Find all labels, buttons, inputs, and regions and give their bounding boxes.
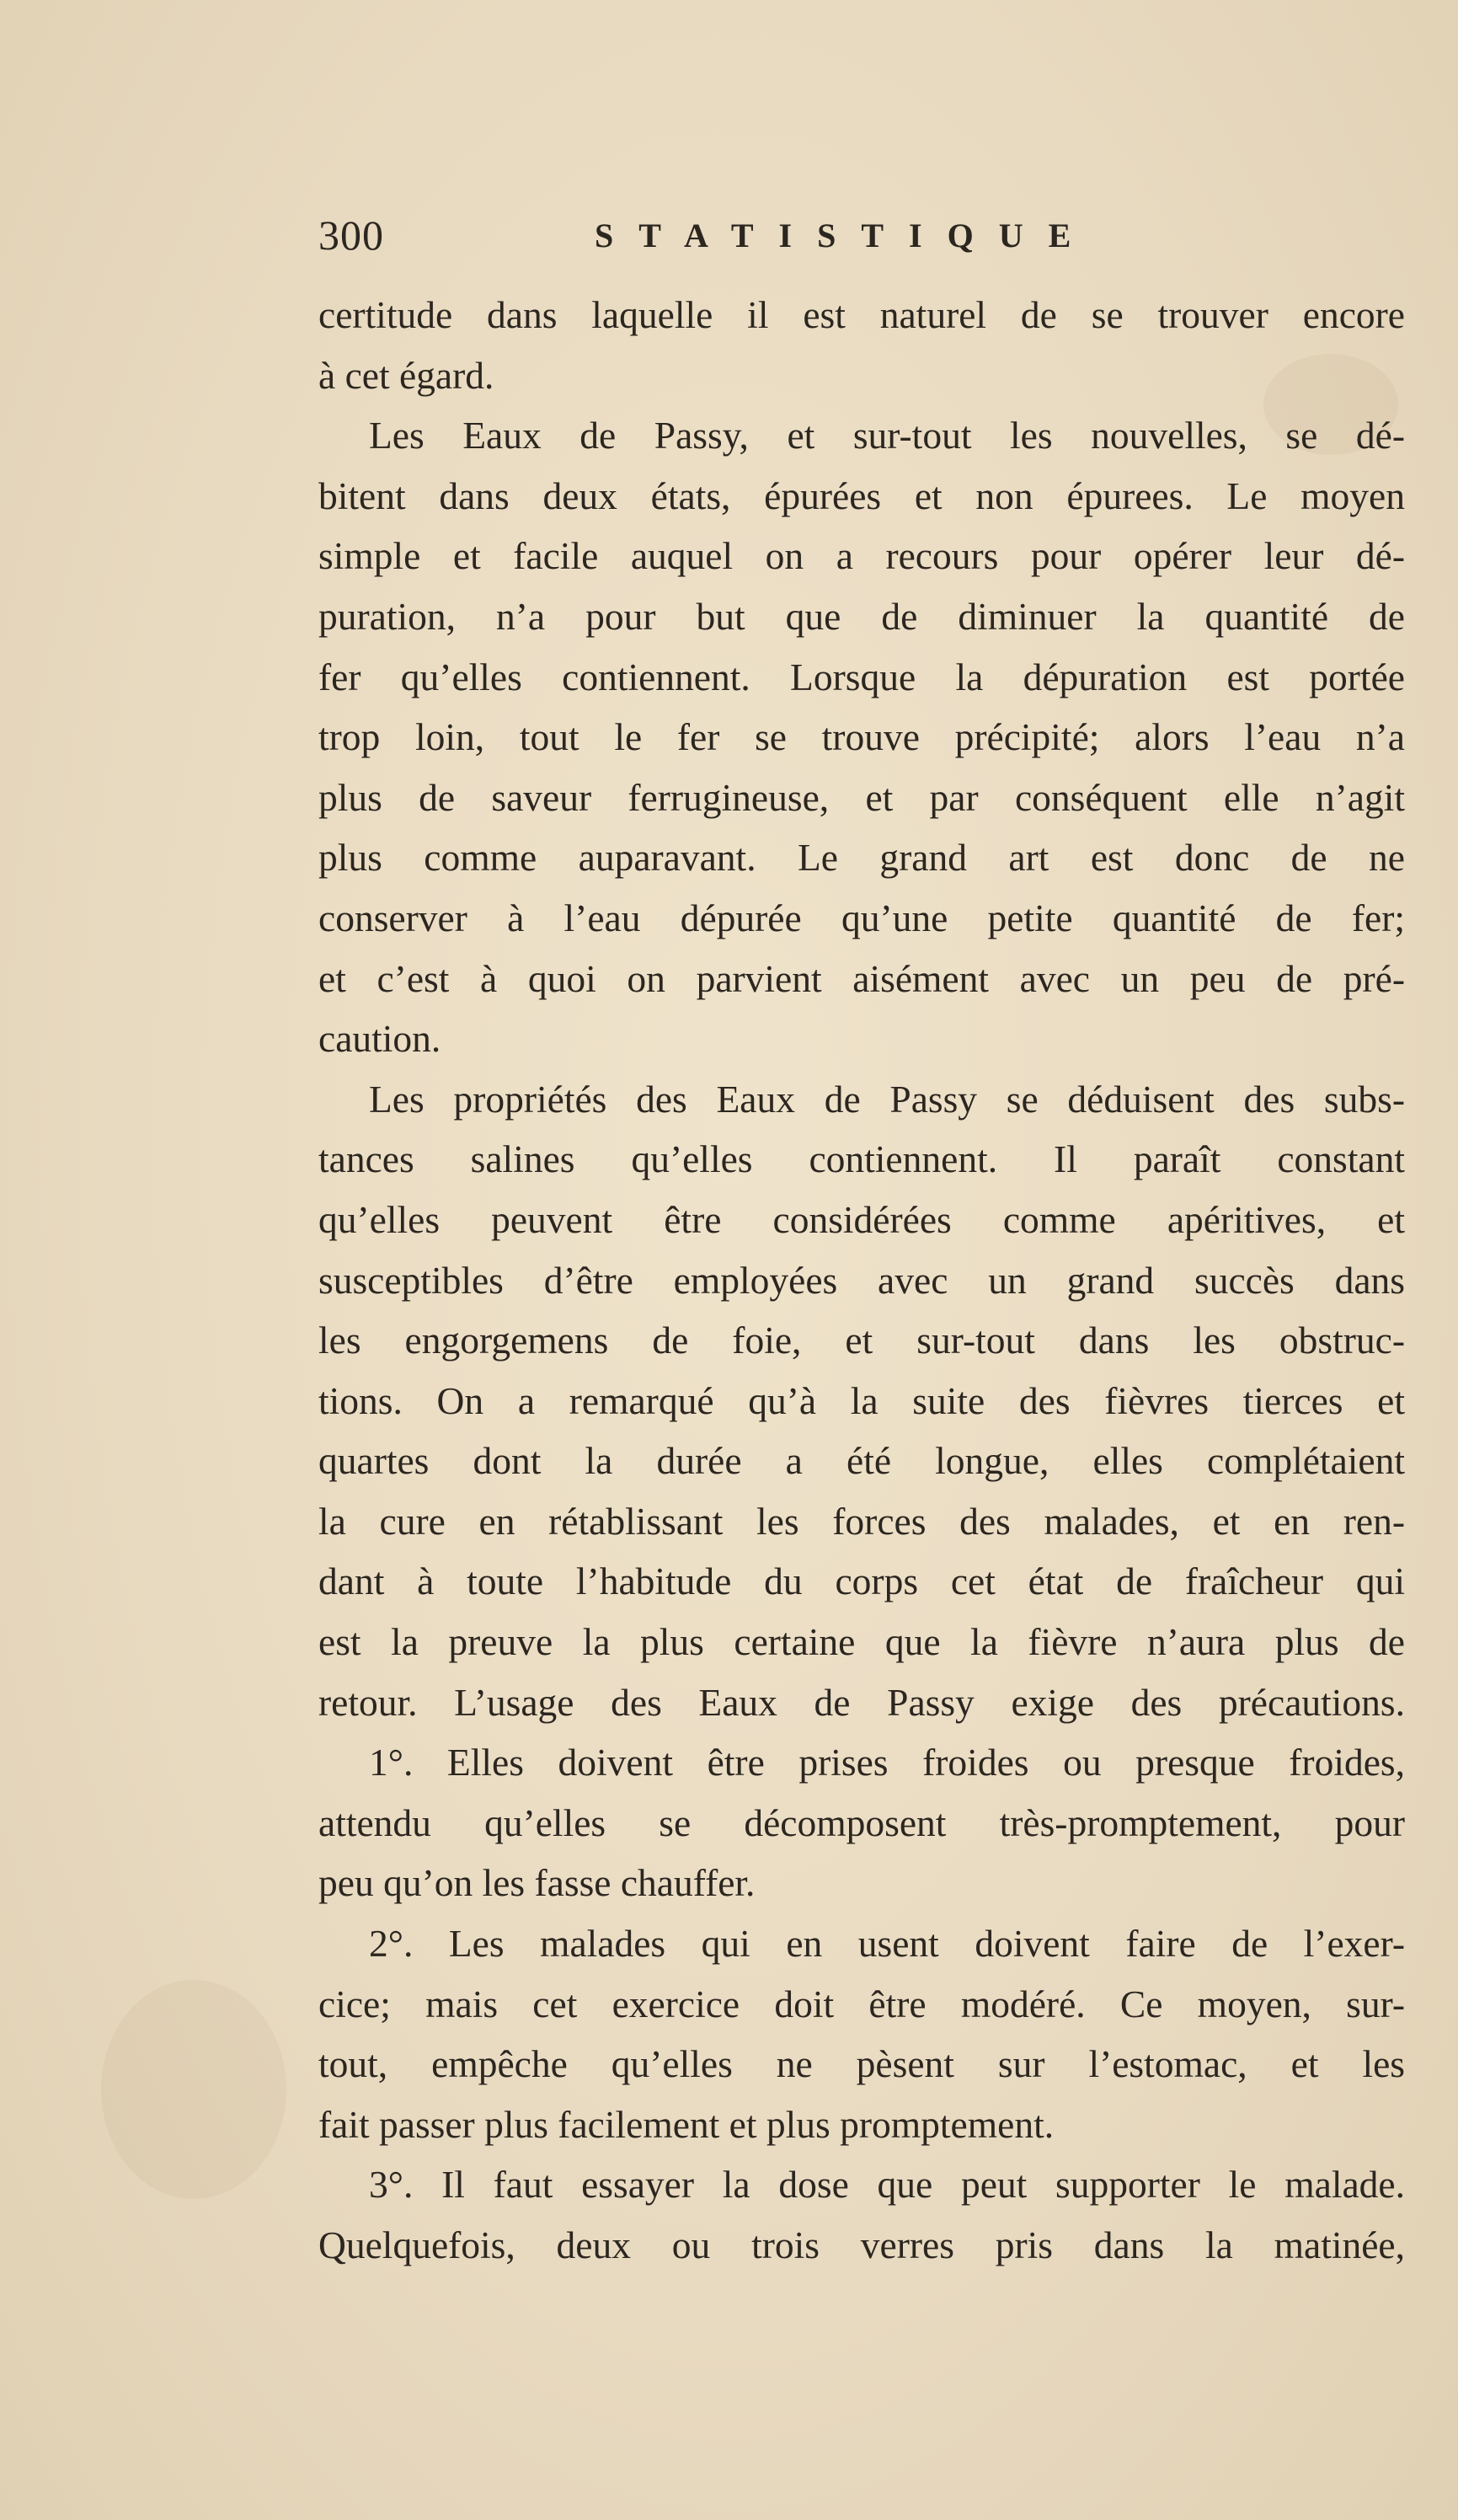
text-line: caution. bbox=[318, 1017, 441, 1061]
text-line: plus comme auparavant. Le grand art est donc de ne bbox=[318, 836, 1405, 880]
text-line: cice; mais cet exercice doit être modéré. Ce moyen, sur- bbox=[318, 1982, 1405, 2025]
text-line: attendu qu’elles se décomposent très-promptement, pour bbox=[318, 1800, 1405, 1844]
text-line: Les propriétés des Eaux de Passy se déduisent des subs- bbox=[369, 1077, 1405, 1121]
text-line: bitent dans deux états, épurées et non épurees. Le moyen bbox=[318, 474, 1405, 517]
running-title: STATISTIQUE bbox=[595, 217, 1097, 254]
text-line: susceptibles d’être employées avec un grand succès dans bbox=[318, 1258, 1405, 1302]
text-line: à cet égard. bbox=[318, 353, 494, 397]
body-text bbox=[318, 285, 1405, 2276]
text-line: peu qu’on les fasse chauffer. bbox=[318, 1861, 756, 1905]
text-line: Les Eaux de Passy, et sur-tout les nouvelles, se dé- bbox=[369, 414, 1405, 457]
text-line: dant à toute l’habitude du corps cet état de fraîcheur qui bbox=[318, 1560, 1405, 1603]
text-line: retour. L’usage des Eaux de Passy exige des précautions. bbox=[318, 1680, 1405, 1724]
text-line: conserver à l’eau dépurée qu’une petite quantité de fer; bbox=[318, 896, 1405, 939]
text-line: tions. On a remarqué qu’à la suite des fièvres tierces et bbox=[318, 1378, 1405, 1422]
text-line: est la preuve la plus certaine que la fièvre n’aura plus de bbox=[318, 1620, 1405, 1664]
text-line: 3°. Il faut essayer la dose que peut supporter le malade. bbox=[369, 2163, 1405, 2207]
text-line: puration, n’a pour but que de diminuer la quantité de bbox=[318, 594, 1405, 638]
text-line: plus de saveur ferrugineuse, et par conséquent elle n’agit bbox=[318, 775, 1405, 819]
page-number: 300 bbox=[318, 211, 384, 259]
text-line: fait passer plus facilement et plus promptement. bbox=[318, 2102, 1055, 2146]
text-line: la cure en rétablissant les forces des malades, et en ren- bbox=[318, 1499, 1405, 1543]
text-line: qu’elles peuvent être considérées comme apéritives, et bbox=[318, 1197, 1405, 1241]
text-line: certitude dans laquelle il est naturel de se trouver encore bbox=[318, 293, 1405, 336]
text-line: tances salines qu’elles contiennent. Il paraît constant bbox=[318, 1137, 1405, 1181]
paper-stain bbox=[101, 1980, 286, 2199]
text-line: trop loin, tout le fer se trouve précipité; alors l’eau n’a bbox=[318, 715, 1405, 759]
text-line: 1°. Elles doivent être prises froides ou presque froides, bbox=[369, 1741, 1405, 1784]
text-line: quartes dont la durée a été longue, elles complétaient bbox=[318, 1439, 1405, 1483]
text-line: les engorgemens de foie, et sur-tout dans les obstruc- bbox=[318, 1319, 1405, 1362]
text-line: fer qu’elles contiennent. Lorsque la dépuration est portée bbox=[318, 655, 1405, 698]
text-line: et c’est à quoi on parvient aisément avec un peu de pré- bbox=[318, 956, 1405, 1000]
text-line: 2°. Les malades qui en usent doivent faire de l’exer- bbox=[369, 1922, 1405, 1966]
text-line: simple et facile auquel on a recours pour opérer leur dé- bbox=[318, 534, 1405, 578]
text-line: Quelquefois, deux ou trois verres pris dans la matinée, bbox=[318, 2223, 1405, 2266]
text-line: tout, empêche qu’elles ne pèsent sur l’estomac, et les bbox=[318, 2042, 1405, 2086]
page-header bbox=[318, 211, 1405, 270]
